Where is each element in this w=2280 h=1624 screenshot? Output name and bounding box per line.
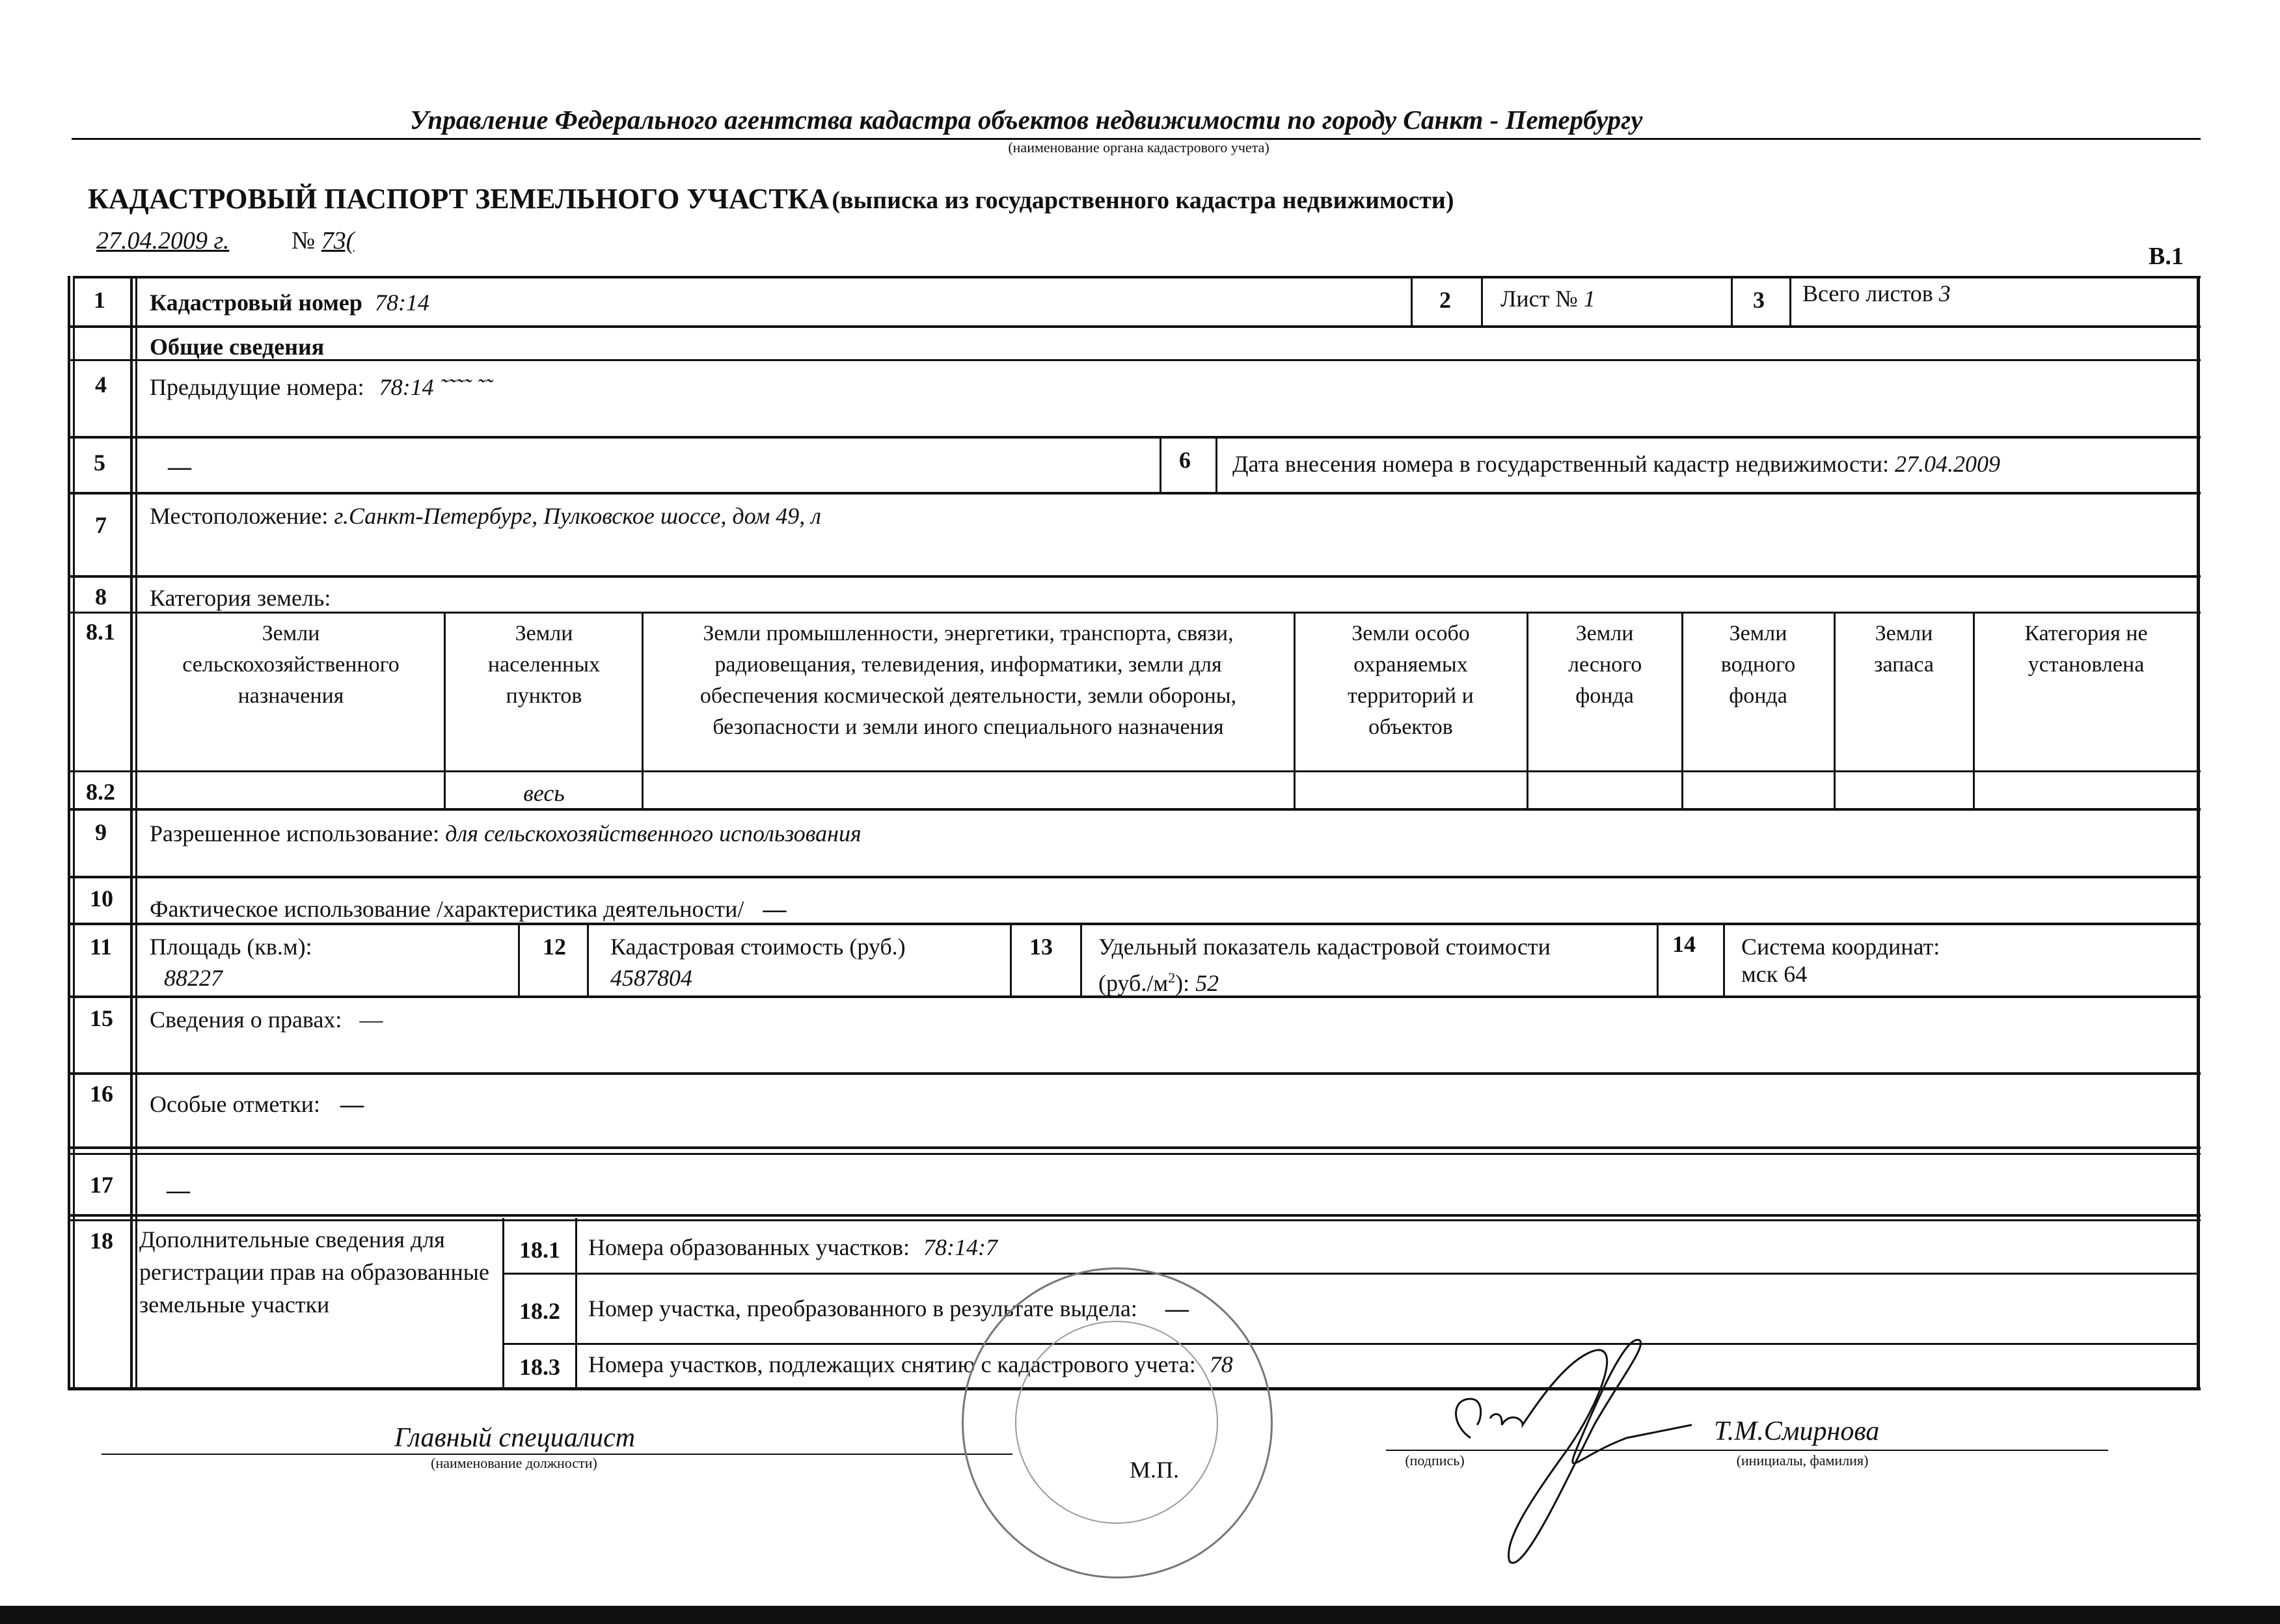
- r18-div-a: [502, 1218, 504, 1388]
- general-section-heading: Общие сведения: [150, 334, 325, 360]
- r5-div-b: [1215, 437, 1217, 493]
- permitted-use-value: для сельскохозяйственного использования: [445, 820, 862, 846]
- location-cell: [150, 501, 821, 531]
- agency-name: Управление Федерального агентства кадастра объектов недвижимости по городу Санкт - Петербургу: [410, 105, 1643, 135]
- row-sep-1: [68, 325, 2201, 328]
- special-notes-value: —: [340, 1091, 364, 1117]
- r5-div-a: [1160, 437, 1161, 493]
- r11-div-f: [1723, 924, 1725, 997]
- cadastral-number-label: Кадастровый номер: [150, 290, 362, 316]
- previous-numbers-label: Предыдущие номера:: [150, 374, 364, 400]
- coord-system-label: Система координат:: [1741, 934, 1940, 960]
- formed-plots-value: 78:14:7: [923, 1234, 998, 1260]
- row-num-16: 16: [90, 1081, 113, 1107]
- number-value: 73(: [321, 227, 355, 254]
- r1-div-d: [1789, 276, 1791, 327]
- total-sheets-cell: [1802, 278, 1951, 308]
- location-label: Местоположение:: [150, 503, 329, 529]
- specific-value-value: 52: [1195, 970, 1219, 996]
- row-sep-8: [68, 612, 2201, 614]
- row-sep-9: [68, 876, 2201, 878]
- specific-value-unit: (руб./м: [1098, 970, 1169, 996]
- transformed-plot-value: —: [1165, 1295, 1189, 1321]
- previous-numbers-value: 78:14 ˜˜˜˜ ˜˜: [379, 374, 493, 400]
- row-num-8-2: 8.2: [86, 779, 115, 805]
- row-num-8-1: 8.1: [86, 619, 115, 645]
- cat-header-protected: Земли особо охраняемых территорий и объектов: [1348, 621, 1474, 739]
- official-seal-inner: [1015, 1321, 1218, 1524]
- formed-plots-cell: [588, 1232, 998, 1262]
- title-main: КАДАСТРОВЫЙ ПАСПОРТ ЗЕМЕЛЬНОГО УЧАСТКА: [88, 183, 830, 215]
- row-num-12: 12: [543, 934, 566, 960]
- number-column-divider-2: [135, 276, 137, 1390]
- total-sheets-label: Всего листов: [1802, 280, 1933, 306]
- cat-div-4: [1527, 612, 1528, 810]
- cat-header-reserve: Земли запаса: [1874, 621, 1934, 677]
- form-code: В.1: [2149, 243, 2184, 270]
- row-num-18: 18: [90, 1228, 113, 1254]
- cat-header-industry: Земли промышленности, энергетики, транспорта, связи, радиовещания, телевидения, информатики, земли для обеспечения космической деятельности, земли обороны, безопасности и земли иного специального назначения: [699, 621, 1237, 739]
- table-left-border-inner: [73, 276, 75, 1390]
- cadastral-value-value: 4587804: [610, 965, 692, 991]
- stamp-label: М.П.: [1130, 1457, 1180, 1483]
- actual-use-label: Фактическое использование /характеристика деятельности/: [150, 896, 744, 922]
- row5-value: —: [168, 453, 191, 480]
- document-title: [88, 182, 1454, 215]
- formed-plots-label: Номера образованных участков:: [588, 1234, 910, 1260]
- row-sep-17: [68, 1214, 2201, 1217]
- number-column-divider: [130, 276, 133, 1390]
- row-num-11: 11: [90, 934, 113, 960]
- table-left-border-outer: [68, 276, 70, 1390]
- row-sep-182: [502, 1343, 2198, 1345]
- row-num-15: 15: [90, 1005, 113, 1031]
- r18-div-b: [575, 1218, 577, 1388]
- additional-info-label: Дополнительные сведения для регистрации прав на образованные земельные участки: [139, 1226, 489, 1318]
- document-date: 27.04.2009 г.: [96, 227, 230, 254]
- cat-header-agricultural: Земли сельскохозяйственного назначения: [182, 621, 400, 708]
- row-num-18-1: 18.1: [519, 1237, 560, 1263]
- r1-div-b: [1481, 276, 1483, 327]
- sheet-label: Лист №: [1500, 286, 1578, 312]
- number-label: №: [292, 227, 316, 254]
- row-sep-4: [68, 436, 2201, 439]
- specific-value-label: Удельный показатель кадастровой стоимости: [1098, 934, 1551, 960]
- row-sep-7: [68, 575, 2201, 578]
- area-value: 88227: [164, 965, 223, 991]
- sheet-cell: [1500, 284, 1595, 314]
- previous-numbers-cell: [150, 372, 493, 402]
- special-notes-cell: [150, 1089, 364, 1119]
- row-sep-5: [68, 492, 2201, 494]
- row-num-2: 2: [1439, 287, 1451, 313]
- row-sep-82: [68, 808, 2201, 811]
- specific-value-line2: [1098, 963, 1219, 998]
- row-sep-17b: [68, 1219, 2201, 1221]
- row-num-14: 14: [1672, 931, 1696, 957]
- row-num-18-3: 18.3: [519, 1354, 560, 1380]
- special-notes-label: Особые отметки:: [150, 1091, 320, 1117]
- row-num-4: 4: [95, 372, 107, 398]
- total-sheets-value: 3: [1938, 280, 1951, 306]
- cat-div-1: [444, 612, 446, 810]
- row-sep-81: [68, 770, 2201, 772]
- cat-div-2: [642, 612, 644, 810]
- cadastral-value-label: Кадастровая стоимость (руб.): [610, 934, 906, 960]
- name-caption: (инициалы, фамилия): [1736, 1452, 1869, 1468]
- row17-value: —: [167, 1177, 190, 1203]
- cat-header-undefined: Категория не установлена: [2024, 621, 2148, 677]
- document-number: [292, 226, 354, 255]
- row-sep-16b: [68, 1153, 2201, 1155]
- sheet-value: 1: [1583, 286, 1595, 312]
- row-num-18-2: 18.2: [519, 1298, 560, 1324]
- registration-date-cell: [1232, 449, 2000, 479]
- cat-value-settlements: весь: [523, 780, 565, 806]
- signer-position: Главный специалист: [394, 1423, 636, 1453]
- row-sep-15: [68, 1072, 2201, 1075]
- actual-use-cell: [150, 894, 786, 924]
- location-value: г.Санкт-Петербург, Пулковское шоссе, дом 49, л: [334, 503, 822, 529]
- cadastral-number-cell: [150, 288, 429, 318]
- row-sep-16: [68, 1146, 2201, 1149]
- r1-div-a: [1411, 276, 1413, 327]
- row-num-9: 9: [95, 819, 107, 845]
- row-num-10: 10: [90, 886, 113, 912]
- row-sep-181: [502, 1273, 2198, 1275]
- area-label: Площадь (кв.м):: [150, 934, 312, 960]
- row-num-3: 3: [1753, 287, 1765, 313]
- rights-info-label: Сведения о правах:: [150, 1007, 342, 1033]
- signature-caption: (подпись): [1405, 1452, 1465, 1468]
- scan-bottom-edge: [0, 1606, 2280, 1624]
- cat-div-5: [1681, 612, 1683, 810]
- row-num-5: 5: [94, 450, 105, 476]
- removed-plots-value: 78: [1209, 1351, 1233, 1377]
- cat-div-7: [1973, 612, 1975, 810]
- r11-div-a: [518, 924, 520, 997]
- r11-div-b: [587, 924, 589, 997]
- r11-div-d: [1080, 924, 1082, 997]
- actual-use-value: —: [763, 896, 787, 922]
- r1-div-c: [1731, 276, 1733, 327]
- permitted-use-cell: [150, 819, 862, 848]
- row-num-6: 6: [1179, 447, 1191, 473]
- signer-name: Т.М.Смирнова: [1714, 1416, 1880, 1446]
- r11-div-c: [1010, 924, 1012, 997]
- land-category-label: Категория земель:: [150, 585, 331, 611]
- row-num-13: 13: [1029, 934, 1053, 960]
- row-num-17: 17: [90, 1172, 113, 1198]
- row-num-8: 8: [95, 584, 107, 610]
- permitted-use-label: Разрешенное использование:: [150, 820, 440, 846]
- cat-header-forest: Земли лесного фонда: [1568, 621, 1642, 708]
- registration-date-value: 27.04.2009: [1894, 451, 2000, 477]
- rights-info-cell: [150, 1005, 383, 1035]
- table-right-border: [2197, 276, 2200, 1390]
- cat-div-3: [1294, 612, 1296, 810]
- handwritten-signature: [1432, 1327, 1705, 1575]
- cat-header-water: Земли водного фонда: [1720, 621, 1796, 708]
- row-num-7: 7: [95, 512, 107, 538]
- row-num-1: 1: [94, 287, 105, 313]
- position-caption: (наименование должности): [431, 1455, 597, 1471]
- rights-info-value: —: [359, 1007, 383, 1033]
- cat-header-settlements: Земли населенных пунктов: [487, 621, 601, 708]
- coord-system-value: мск 64: [1741, 961, 1808, 987]
- agency-caption: (наименование органа кадастрового учета): [1008, 139, 1269, 156]
- specific-value-unit-end: ):: [1175, 970, 1190, 996]
- cat-div-6: [1834, 612, 1836, 810]
- title-sub: (выписка из государственного кадастра недвижимости): [832, 187, 1454, 214]
- r11-div-e: [1657, 924, 1659, 997]
- transformed-plot-label: Номер участка, преобразованного в результате выдела:: [588, 1295, 1137, 1321]
- specific-value-unit-sup: 2: [1168, 969, 1176, 986]
- removed-plots-label: Номера участков, подлежащих снятию с кадастрового учета:: [588, 1351, 1196, 1377]
- row-sep-general: [68, 359, 2201, 361]
- registration-date-label: Дата внесения номера в государственный кадастр недвижимости:: [1232, 451, 1889, 477]
- cadastral-number-value: 78:14: [374, 290, 429, 316]
